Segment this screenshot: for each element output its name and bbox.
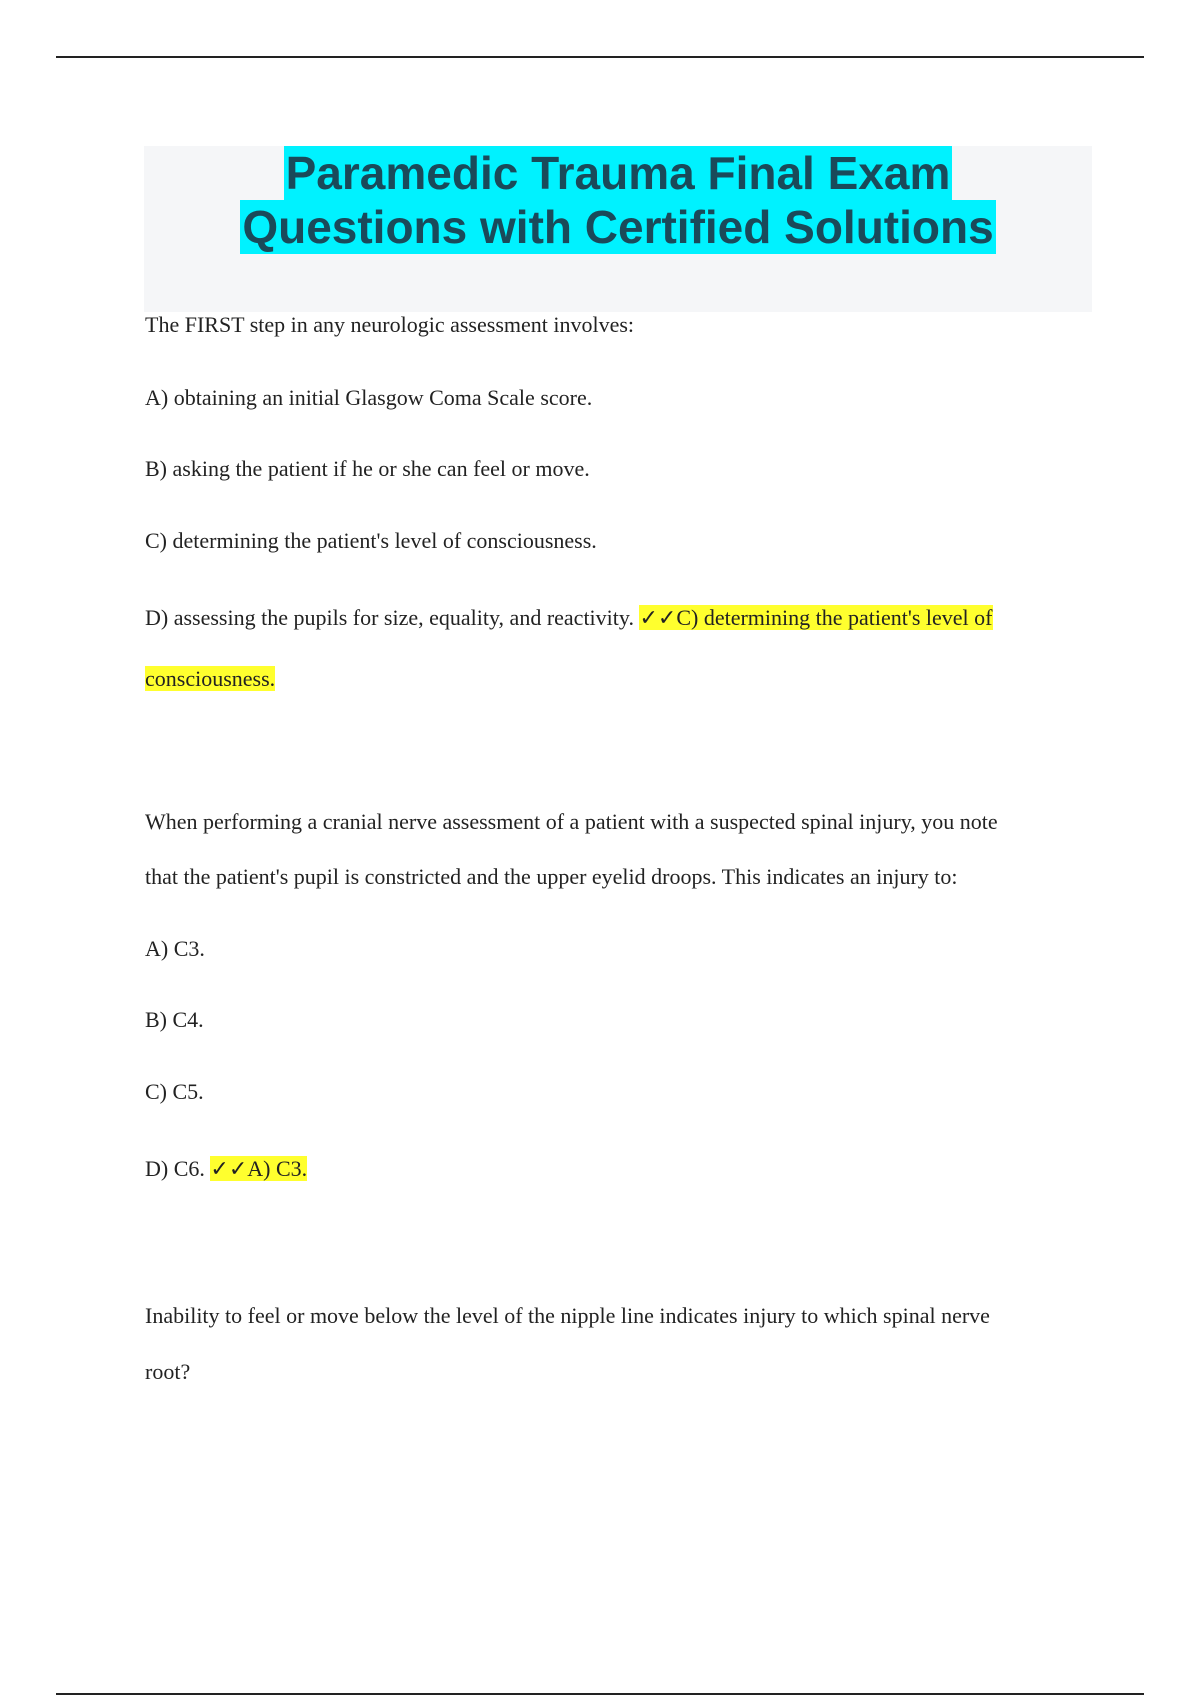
document-title-line-1: Paramedic Trauma Final Exam bbox=[285, 147, 951, 199]
question-1-option-c: C) determining the patient's level of consciousness. bbox=[145, 528, 597, 553]
question-1-option-d-line bbox=[145, 604, 993, 632]
question-1-option-d: D) assessing the pupils for size, equality, and reactivity. bbox=[145, 605, 634, 630]
question-1-stem: The FIRST step in any neurologic assessment involves: bbox=[145, 312, 635, 337]
question-2-stem-line-1: When performing a cranial nerve assessment of a patient with a suspected spinal injury, you note bbox=[145, 809, 998, 834]
bottom-rule bbox=[56, 1693, 1144, 1695]
question-2-option-a: A) C3. bbox=[145, 936, 205, 961]
question-2-option-b: B) C4. bbox=[145, 1007, 204, 1032]
document-title-line-2: Questions with Certified Solutions bbox=[242, 201, 994, 253]
question-2-stem-line-2: that the patient's pupil is constricted and the upper eyelid droops. This indicates an injury to: bbox=[145, 864, 958, 889]
document-title-block bbox=[144, 146, 1092, 312]
question-2-option-d-line bbox=[145, 1155, 307, 1183]
top-rule bbox=[56, 56, 1144, 58]
question-2-answer: ✓✓A) C3. bbox=[210, 1156, 308, 1181]
question-1-answer-continued: consciousness. bbox=[145, 666, 276, 691]
question-1-answer: ✓✓C) determining the patient's level of bbox=[639, 605, 993, 630]
question-2-option-d: D) C6. bbox=[145, 1156, 205, 1181]
question-3-stem-line-2: root? bbox=[145, 1359, 191, 1384]
question-3-stem-line-1: Inability to feel or move below the level of the nipple line indicates injury to which spinal nerve bbox=[145, 1303, 990, 1328]
question-1-option-a: A) obtaining an initial Glasgow Coma Scale score. bbox=[145, 385, 593, 410]
question-1-answer-continued-line bbox=[145, 665, 275, 693]
question-2-option-c: C) C5. bbox=[145, 1079, 204, 1104]
question-1-option-b: B) asking the patient if he or she can feel or move. bbox=[145, 456, 590, 481]
